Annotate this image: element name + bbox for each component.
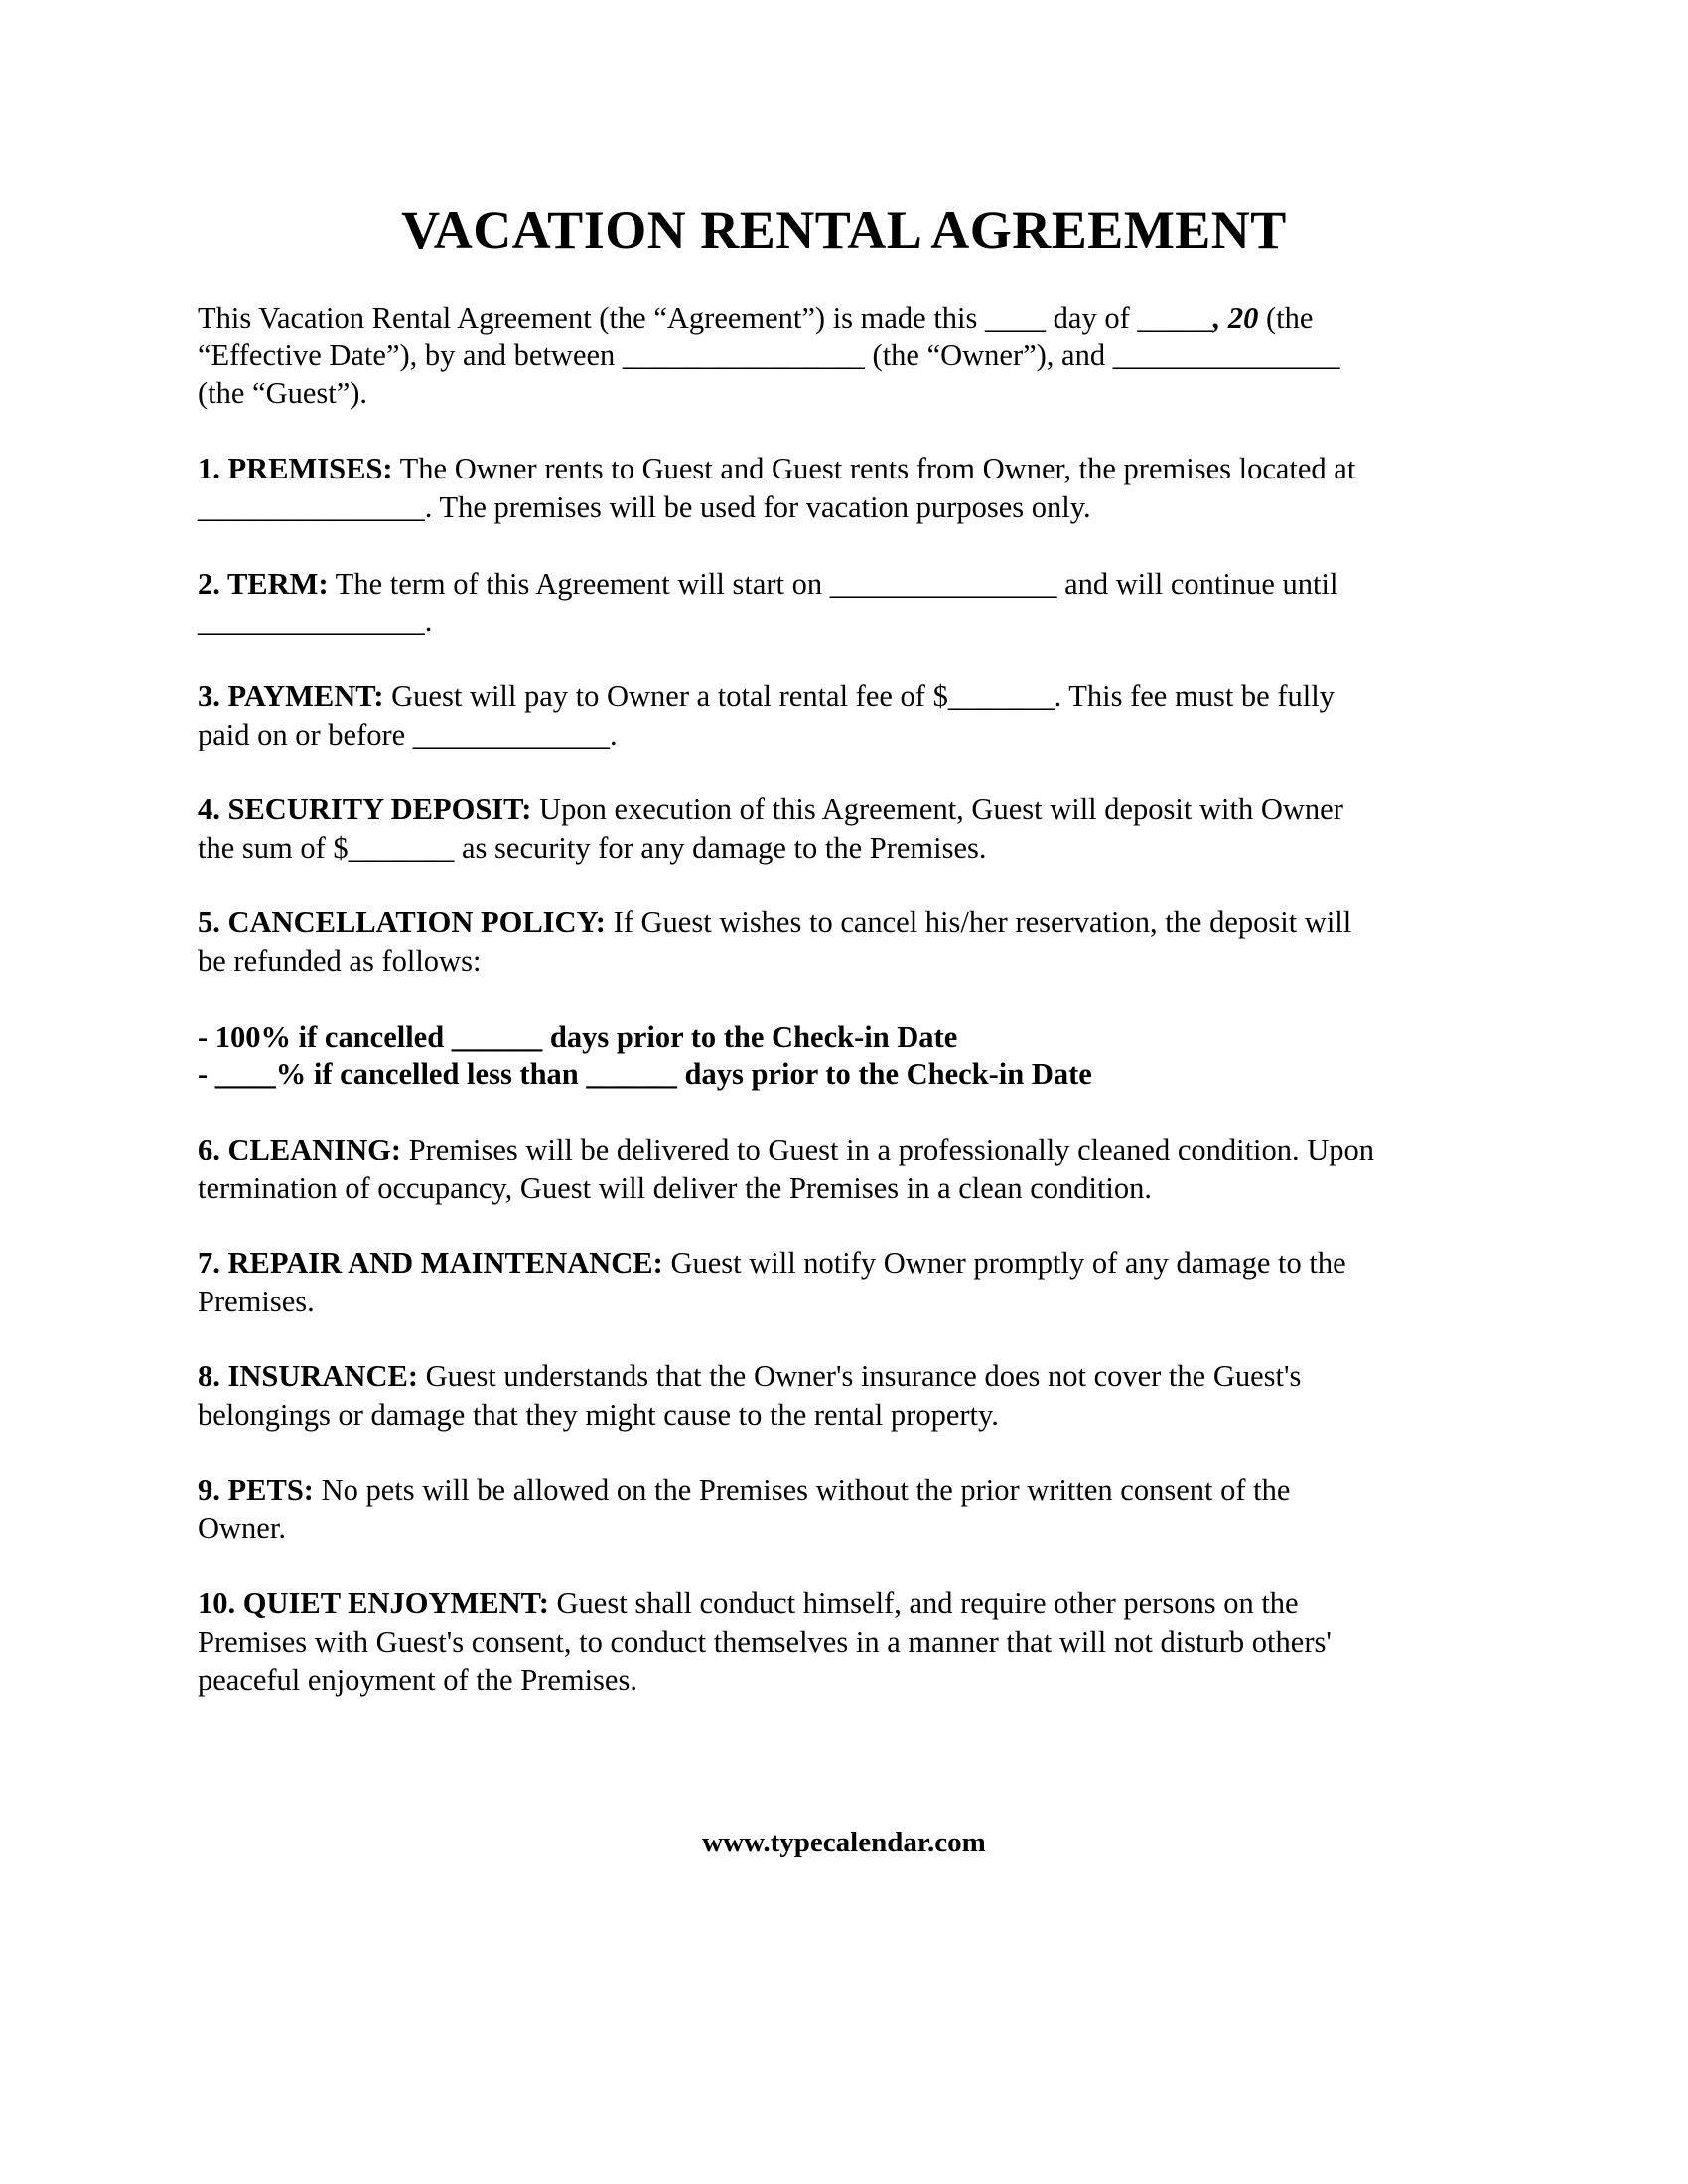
section-heading: 10. QUIET ENJOYMENT: (198, 1586, 549, 1620)
intro-line-3: (the “Guest”). (198, 376, 368, 410)
intro-text: This Vacation Rental Agreement (the “Agreement”) is made this ____ day of _____ (198, 301, 1213, 335)
section-heading: 1. PREMISES: (198, 452, 393, 485)
section-text: Guest understands that the Owner's insurance does not cover the Guest's (418, 1359, 1302, 1393)
intro-line-1 (198, 299, 1313, 337)
section-text: The Owner rents to Guest and Guest rents from Owner, the premises located at (392, 452, 1356, 485)
section-pets (198, 1471, 1290, 1509)
year-prefix: , 20 (1212, 301, 1259, 335)
section-premises-cont: _______________. The premises will be used for vacation purposes only. (198, 490, 1091, 524)
section-heading: 6. CLEANING: (198, 1133, 402, 1166)
section-heading: 4. SECURITY DEPOSIT: (198, 792, 532, 826)
section-heading: 8. INSURANCE: (198, 1359, 418, 1393)
section-term-cont: _______________. (198, 605, 433, 638)
section-text: Guest will pay to Owner a total rental fee of $_______. This fee must be fully (383, 679, 1335, 713)
section-text: The term of this Agreement will start on _______________ and will continue until (328, 567, 1338, 601)
section-pets-cont: Owner. (198, 1511, 286, 1545)
document-title: VACATION RENTAL AGREEMENT (401, 201, 1287, 260)
section-insurance-cont: belongings or damage that they might cause to the rental property. (198, 1398, 999, 1432)
section-text: Premises will be delivered to Guest in a professionally cleaned condition. Upon (401, 1133, 1375, 1166)
section-security-deposit (198, 790, 1343, 828)
section-heading: 3. PAYMENT: (198, 679, 384, 713)
section-quiet-enjoyment (198, 1584, 1299, 1622)
section-repair (198, 1244, 1346, 1282)
section-cancellation-cont: be refunded as follows: (198, 944, 482, 978)
cancellation-term-2: - ____% if cancelled less than ______ days prior to the Check-in Date (198, 1057, 1092, 1091)
section-cleaning (198, 1131, 1374, 1168)
intro-text: (the (1258, 301, 1314, 335)
section-heading: 9. PETS: (198, 1473, 314, 1507)
section-text: Guest will notify Owner promptly of any damage to the (662, 1246, 1346, 1280)
section-text: Guest shall conduct himself, and require other persons on the (548, 1586, 1299, 1620)
section-insurance (198, 1357, 1301, 1395)
section-term (198, 565, 1337, 603)
section-premises (198, 450, 1355, 487)
section-text: No pets will be allowed on the Premises without the prior written consent of the (313, 1473, 1291, 1507)
section-heading: 5. CANCELLATION POLICY: (198, 905, 606, 939)
section-security-deposit-cont: the sum of $_______ as security for any damage to the Premises. (198, 831, 987, 865)
section-repair-cont: Premises. (198, 1285, 315, 1318)
section-text: If Guest wishes to cancel his/her reservation, the deposit will (605, 905, 1352, 939)
section-payment-cont: paid on or before _____________. (198, 718, 618, 751)
cancellation-term-1: - 100% if cancelled ______ days prior to the Check-in Date (198, 1021, 958, 1054)
section-heading: 7. REPAIR AND MAINTENANCE: (198, 1246, 663, 1280)
section-cancellation (198, 903, 1351, 941)
section-quiet-enjoyment-cont-1: Premises with Guest's consent, to conduct themselves in a manner that will not disturb others' (198, 1625, 1332, 1659)
section-text: Upon execution of this Agreement, Guest will deposit with Owner (531, 792, 1343, 826)
section-heading: 2. TERM: (198, 567, 329, 601)
section-cleaning-cont: termination of occupancy, Guest will deliver the Premises in a clean condition. (198, 1171, 1153, 1205)
footer-website: www.typecalendar.com (702, 1827, 986, 1858)
intro-line-2: “Effective Date”), by and between ________________ (the “Owner”), and _______________ (198, 339, 1340, 372)
section-payment (198, 677, 1335, 715)
section-quiet-enjoyment-cont-2: peaceful enjoyment of the Premises. (198, 1663, 637, 1697)
